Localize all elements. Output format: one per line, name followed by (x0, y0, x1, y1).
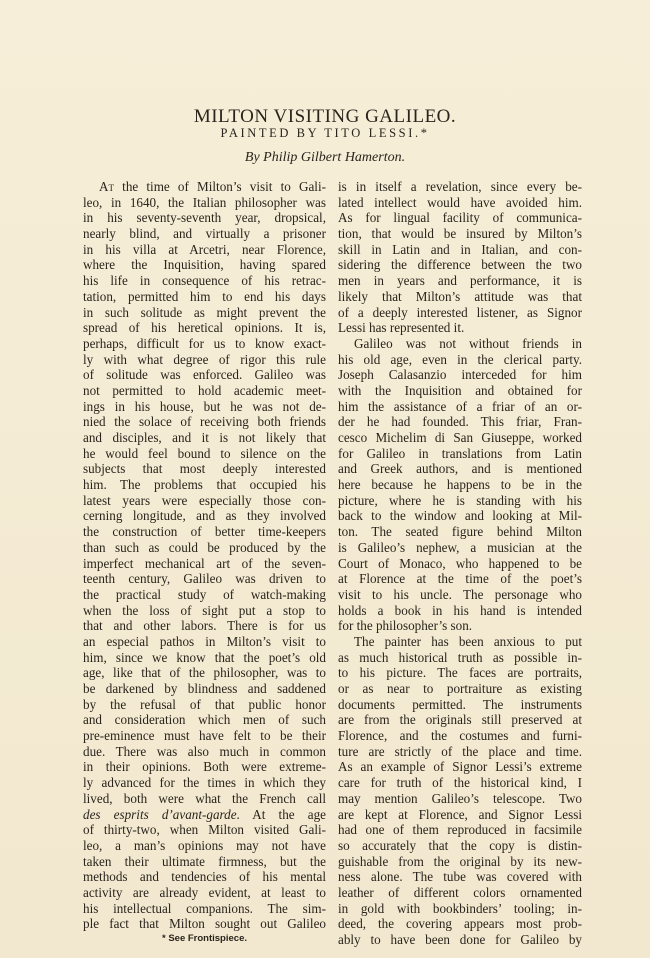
text-line: in gold with bookbinders’ tooling; in- (338, 900, 582, 916)
text-line: him, since we know that the poet’s old (83, 649, 326, 665)
text-line: Lessi has represented it. (338, 320, 465, 336)
text-line: the practical study of watch-making (83, 586, 326, 602)
text-line: spread of his heretical opinions. It is, (83, 320, 326, 336)
text-line: Court of Monaco, who happened to be (338, 555, 582, 571)
text-line: him the assistance of a friar of an or- (338, 398, 582, 414)
text-line: nied the solace of receiving both friends (83, 414, 326, 430)
text-line: in such solitude as might prevent the (83, 304, 326, 320)
footnote: * See Frontispiece. (161, 933, 247, 944)
text-line: and Greek authors, and is mentioned (338, 461, 582, 477)
text-line: are kept at Florence, and Signor Lessi (338, 806, 582, 822)
text-line: nearly blind, and virtually a prisoner (83, 226, 326, 242)
text-line: due. There was also much in common (83, 743, 326, 759)
text-line: methods and tendencies of his mental (83, 869, 326, 885)
text-line: for the philosopher’s son. (338, 618, 473, 634)
text-line: holds a book in his hand is intended (338, 602, 582, 618)
text-line: der he had founded. This friar, Fran- (338, 414, 582, 430)
text-line: ture are strictly of the place and time. (338, 743, 582, 759)
text-line: lated intellect would have avoided him. (338, 194, 582, 210)
text-line: age, like that of the philosopher, was to (83, 665, 326, 681)
article-byline: By Philip Gilbert Hamerton. (244, 150, 406, 165)
text-line: for Galileo in translations from Latin (338, 445, 582, 461)
text-line: likely that Milton’s attitude was that (338, 288, 582, 304)
text-line: his intellectual companions. The sim- (83, 900, 326, 916)
text-line: cesco Michelim di San Giuseppe, worked (338, 430, 582, 445)
text-line: not permitted to hold academic meet- (83, 382, 326, 398)
text-line: that and other labors. There is for us (83, 618, 326, 634)
text-line: des esprits d’avant-garde. At the age (83, 806, 326, 822)
text-line: of thirty-two, when Milton visited Gali- (83, 822, 326, 838)
text-line: may mention Galileo’s telescope. Two (338, 790, 582, 806)
text-line: lived, both were what the French call (83, 790, 326, 806)
text-line: in his seventy-seventh year, dropsical, (83, 210, 326, 226)
text-line: taken their ultimate firmness, but the (83, 853, 326, 869)
text-line: is in itself a revelation, since every be- (338, 179, 582, 194)
text-line: picture, where he is standing with his (338, 492, 582, 508)
text-line: his old age, even in the clerical party. (338, 351, 582, 367)
text-line: cerning longitude, and as they involved (83, 508, 326, 524)
text-line: ly advanced for the times in which they (83, 775, 326, 791)
text-line: his life in consequence of his retrac- (83, 273, 326, 289)
text-line: an especial pathos in Milton’s visit to (83, 633, 326, 649)
text-line: As an example of Signor Lessi’s extreme (338, 759, 582, 775)
text-line: of a deeply interested listener, as Signor (338, 304, 582, 320)
text-line: in his villa at Arcetri, near Florence, (83, 241, 326, 257)
text-line: be darkened by blindness and saddened (83, 681, 326, 696)
text-line: here because he happens to be in the (338, 477, 582, 493)
text-line: are from the originals still preserved at (338, 712, 582, 728)
text-line: so accurately that the copy is distin- (338, 837, 582, 853)
text-line: ton. The seated figure behind Milton (338, 524, 582, 540)
text-line: he would feel bound to silence on the (83, 445, 326, 461)
text-line: deed, the covering appears most prob- (338, 916, 582, 932)
text-line: as much historical truth as possible in- (338, 649, 582, 665)
text-line: is Galileo’s nephew, a musician at the (338, 539, 582, 555)
article-title: MILTON VISITING GALILEO. (193, 105, 457, 127)
text-line: when the loss of sight put a stop to (83, 602, 326, 618)
text-line: subjects that most deeply interested (83, 461, 326, 477)
text-line: skill in Latin and in Italian, and con- (338, 241, 582, 257)
text-line: imperfect mechanical art of the seven- (83, 555, 326, 571)
text-line: tation, permitted him to end his days (83, 288, 326, 304)
text-line: Florence, and the costumes and furni- (338, 728, 582, 744)
text-line: tion, that would be insured by Milton’s (338, 226, 582, 242)
right-column (338, 179, 582, 948)
text-line: had one of them reproduced in facsimile (338, 822, 582, 838)
text-line: by the refusal of that public honor (83, 696, 326, 712)
text-line: care for truth of the historical kind, I (338, 775, 582, 791)
text-line: the construction of better time-keepers (83, 524, 326, 540)
text-line: where the Inquisition, having spared (83, 257, 326, 273)
text-line: ably to have been done for Galileo by (338, 932, 582, 947)
left-column (83, 179, 326, 945)
text-line: or as near to portraiture as existing (338, 681, 582, 696)
text-line: in their opinions. Both were extreme- (83, 759, 326, 775)
text-line: teenth century, Galileo was driven to (83, 571, 326, 587)
text-line: him. The problems that occupied his (83, 477, 326, 493)
text-line: Joseph Calasanzio interceded for him (338, 367, 582, 383)
text-line: at Florence at the time of the poet’s (338, 571, 582, 587)
text-line: latest years were especially those con- (83, 492, 326, 508)
text-line: than such as could be produced by the (83, 539, 326, 555)
text-line: with the Inquisition and obtained for (338, 382, 582, 398)
text-line: of solitude was enforced. Galileo was (83, 367, 326, 383)
text-line: men in years and performance, it is (338, 273, 582, 289)
text-line: back to the window and looking at Mil- (338, 508, 582, 524)
text-line: ness alone. The tube was covered with (338, 869, 582, 885)
text-line: ly with what degree of rigor this rule (83, 351, 326, 367)
text-line: ings in his house, but he was not de- (83, 398, 326, 414)
text-line: documents permitted. The instruments (338, 696, 582, 712)
text-line: Galileo was not without friends in (354, 335, 582, 351)
text-line: sidering the difference between the two (338, 257, 582, 273)
text-line: As for lingual facility of communica- (338, 210, 582, 226)
text-line: to his picture. The faces are portraits, (338, 665, 582, 681)
text-line: At the time of Milton’s visit to Gali- (99, 179, 326, 194)
text-line: leo, in 1640, the Italian philosopher was (83, 194, 326, 210)
text-line: visit to his uncle. The personage who (338, 586, 582, 602)
text-line: The painter has been anxious to put (354, 633, 582, 649)
text-line: pre-eminence must have felt to be their (83, 728, 326, 744)
text-line: and disciples, and it is not likely that (83, 430, 326, 445)
text-line: guishable from the original by its new- (338, 853, 582, 869)
text-line: ple fact that Milton sought out Galileo (83, 916, 326, 932)
text-line: activity are already evident, at least to (83, 884, 326, 900)
text-line: leo, a man’s opinions may not have (83, 837, 326, 853)
text-line: leather of different colors ornamented (338, 884, 582, 900)
text-line: perhaps, difficult for us to know exact- (83, 335, 326, 351)
article-subtitle: PAINTED BY TITO LESSI.* (220, 126, 430, 140)
text-line: and consideration which men of such (83, 712, 326, 728)
